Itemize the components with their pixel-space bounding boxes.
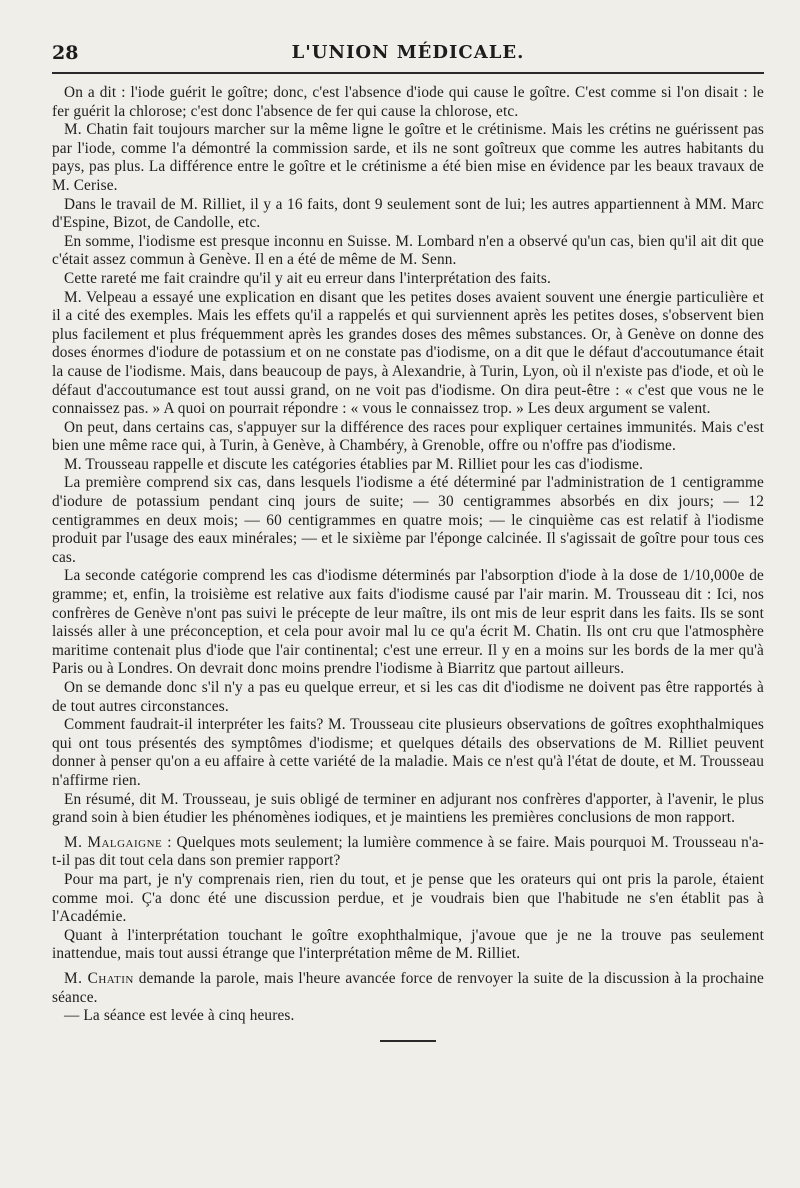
paragraph-text: demande la parole, mais l'heure avancée force de renvoyer la suite de la discussion à la prochaine séance. <box>52 969 764 1006</box>
paragraph-text: M. Velpeau a essayé une explication en disant que les petites doses avaient souvent une énergie particulière et il a cité des exemples. Mais les effets qu'il a rappelés et qui surviennent après les petites doses, s'observent bien plus facilement et plus fréquemment après les grandes doses des mêmes substances. Or, à Genève on donne des doses énormes d'iodure de potassium et on ne constate pas d'iodisme, on a dit que le défaut d'accoutumance était la cause de l'iodisme. Mais, dans beaucoup de pays, à Alexandrie, à Turin, Lyon, où il n'existe pas d'iode, et où le défaut d'accoutumance est tout aussi grand, on ne voit pas d'iodisme. On dira peut-être : « c'est que vous ne le connaissez pas. » A quoi on pourrait répondre : « vous le connaissez trop. » Les deux argument se valent. <box>52 288 764 418</box>
paragraph <box>52 1007 764 1026</box>
paragraph <box>52 474 764 567</box>
paragraph-text: En somme, l'iodisme est presque inconnu en Suisse. M. Lombard n'en a observé qu'un cas, bien qu'il ait dit que c'était assez commun à Genève. Il en a été de même de M. Senn. <box>52 232 764 269</box>
paragraph <box>52 233 764 270</box>
paragraph-text: M. Trousseau rappelle et discute les catégories établies par M. Rilliet pour les cas d'iodisme. <box>64 455 644 473</box>
paragraph-text: Quant à l'interprétation touchant le goître exophthalmique, j'avoue que je ne la trouve pas seulement inattendue, mais tout aussi étrange que l'interprétation même de M. Rilliet. <box>52 926 764 963</box>
paragraph <box>52 84 764 121</box>
paragraph <box>52 456 764 475</box>
paragraph <box>52 121 764 195</box>
running-head: L'UNION MÉDICALE. <box>291 42 525 63</box>
paragraph-text: La première comprend six cas, dans lesquels l'iodisme a été déterminé par l'administration de 1 centigramme d'iodure de potassium pendant cinq jours de suite; — 30 centigrammes absorbés en dix jours; — 12 centigrammes en deux mois; — 60 centigrammes en quatre mois; — le cinquième cas est relatif à l'iodisme produit par l'usage des eaux minérales; — et le sixième par l'éponge calcinée. Il s'agissait de goître pour tous ces cas. <box>52 474 764 566</box>
paragraph <box>52 716 764 790</box>
page-number: 28 <box>52 42 79 64</box>
paragraph <box>52 970 764 1007</box>
paragraph-text: Quelques mots seulement; la lumière commence à se faire. Mais pourquoi M. Trousseau n'a-t-il pas dit tout cela dans son premier rapport? <box>52 833 764 870</box>
body-text <box>52 84 764 1026</box>
paragraph-text: M. Chatin fait toujours marcher sur la même ligne le goître et le crétinisme. Mais les crétins ne guérissent pas par l'iode, comme l'a démontré la commission sarde, et ils ne sont goîtreux que comme les autres habitants du pays, pas plus. La différence entre le goître et le crétinisme a été bien mise en évidence par les beaux travaux de M. Cerise. <box>52 121 764 194</box>
paragraph <box>52 871 764 927</box>
paragraph-text: Comment faudrait-il interpréter les faits? M. Trousseau cite plusieurs observations de goîtres exophthalmiques qui ont tous présentés des symptômes d'iodisme; et quelques détails des observations de M. Rilliet peuvent donner à penser qu'on a eu affaire à cette variété de la maladie. Mais ce n'est qu'à l'état de doute, et M. Trousseau n'affirme rien. <box>52 716 764 789</box>
paragraph-text: La seconde catégorie comprend les cas d'iodisme déterminés par l'absorption d'iode à la dose de 1/10,000e de gramme; et, enfin, la troisième est relative aux faits d'iodisme causé par l'air marin. M. Trousseau dit : Ici, nos confrères de Genève n'ont pas suivi le précepte de leur maître, ils ont mis de leur esprit dans les faits. Ils se sont laissés aller à une préconception, et cela pour avoir mal lu ce qu'a écrit M. Chatin. Ils ont cru que l'atmosphère maritime contenait plus d'iode que l'air continental; c'est une erreur. Il y en a moins sur les bords de la mer qu'à Paris ou à Londres. On devrait donc moins prendre l'iodisme à Biarritz que partout ailleurs. <box>52 567 764 678</box>
paragraph-text: Cette rareté me fait craindre qu'il y ait eu erreur dans l'interprétation des faits. <box>64 269 552 287</box>
paragraph <box>52 289 764 419</box>
paragraph-text: On peut, dans certains cas, s'appuyer sur la différence des races pour expliquer certaines immunités. Mais c'est bien une même race qui, à Turin, à Genève, à Chambéry, à Grenoble, offre ou n'offre pas d'iodisme. <box>52 418 764 455</box>
end-rule <box>380 1040 436 1042</box>
paragraph <box>52 834 764 871</box>
paragraph-text: On se demande donc s'il n'y a pas eu quelque erreur, et si les cas dit d'iodisme ne doivent pas être rapportés à de tout autres circonstances. <box>52 679 764 715</box>
paragraph <box>52 927 764 964</box>
paragraph <box>52 567 764 679</box>
speaker-name: M. Chatin <box>64 969 134 987</box>
paragraph <box>52 196 764 233</box>
paragraph <box>52 679 764 716</box>
page-header <box>52 42 764 74</box>
paragraph <box>52 419 764 456</box>
paragraph-text: En résumé, dit M. Trousseau, je suis obligé de terminer en adjurant nos confrères d'apporter, à l'avenir, le plus grand soin à bien étudier les phénomènes iodiques, et je maintiens les premières conclusions de mon rapport. <box>52 790 764 827</box>
paragraph-text: Pour ma part, je n'y comprenais rien, rien du tout, et je pense que les orateurs qui ont pris la parole, étaient comme moi. Ç'a donc été une discussion perdue, et je voudrais bien que l'habitude ne s'en établit pas à l'Académie. <box>52 870 764 926</box>
paragraph-text: — La séance est levée à cinq heures. <box>64 1007 295 1025</box>
paragraph <box>52 791 764 828</box>
paragraph <box>52 270 764 289</box>
speaker-name: M. Malgaigne : <box>64 833 172 851</box>
paragraph-text: Dans le travail de M. Rilliet, il y a 16 faits, dont 9 seulement sont de lui; les autres appartiennent à MM. Marc d'Espine, Bizot, de Candolle, etc. <box>52 195 764 232</box>
paragraph-text: On a dit : l'iode guérit le goître; donc, c'est l'absence d'iode qui cause le goître. C'est comme si l'on disait : le fer guérit la chlorose; c'est donc l'absence de fer qui cause la chlorose, etc. <box>52 84 764 120</box>
